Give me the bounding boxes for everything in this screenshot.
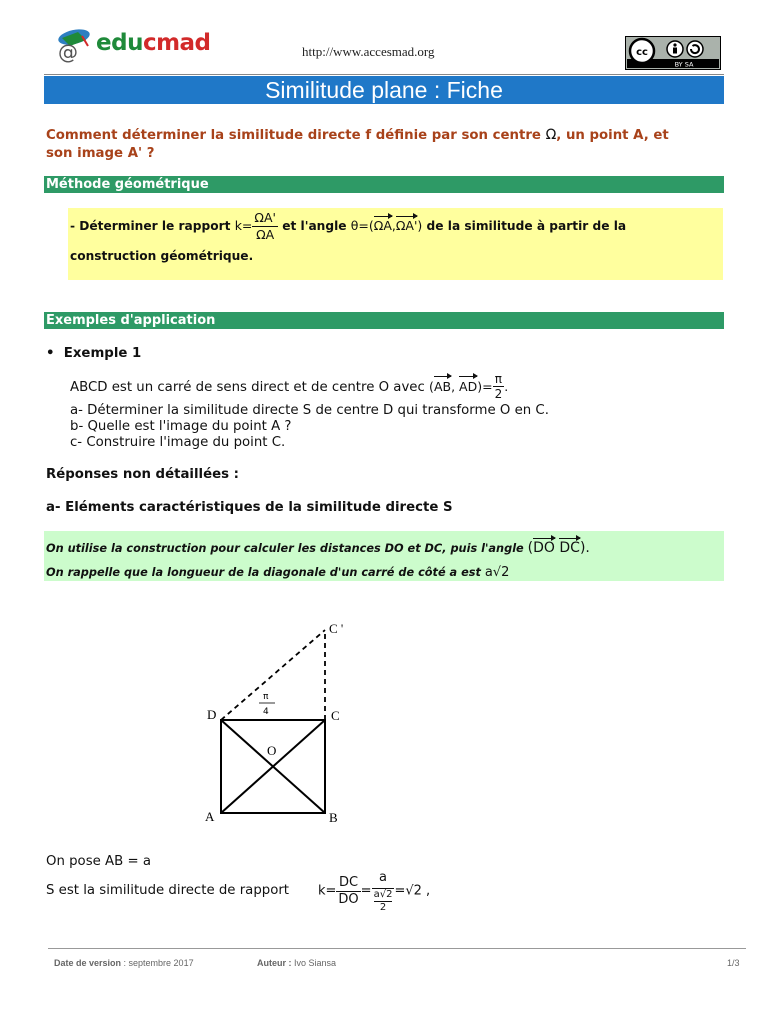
frac-dc: DC [336, 875, 360, 892]
site-url-link[interactable]: http://www.accesmad.org [302, 44, 435, 59]
note-line2 [46, 565, 509, 580]
frac-inner [372, 889, 395, 914]
cc-text: cc [636, 47, 648, 58]
vector-ab: AB [433, 379, 452, 394]
author-value: Ivo Siansa [291, 958, 337, 968]
method-suffix: de la similitude à partir de la [426, 219, 627, 233]
angle-label-four: 4 [263, 707, 269, 717]
page-title: Similitude plane : Fiche [44, 76, 724, 104]
vector-ad: AD [459, 379, 478, 394]
note-line1-text: On utilise la construction pour calculer les distances DO et DC, puis l'angle [46, 542, 524, 555]
ratio-formula [318, 868, 430, 914]
ratio-numerator: ΩA' [254, 210, 276, 225]
frac-two: 2 [379, 902, 387, 913]
brand-logo-text [96, 30, 211, 56]
version-label: Date de version [54, 958, 122, 968]
part-a-heading: a- Eléments caractéristiques de la similitude directe S [46, 500, 453, 515]
angle-close: )= [477, 379, 493, 394]
angle-ab-ad: (AB, AD)= $\frac{\pi}{2}$ . [429, 372, 509, 401]
statement-period: . [504, 379, 509, 394]
a-root-two: a√2 [484, 565, 510, 580]
label-c: C [331, 708, 340, 723]
label-o: O [267, 743, 277, 758]
author-label: Auteur : [257, 958, 292, 968]
frac-a-root2: a√2 [373, 889, 393, 900]
pi-numerator: π [493, 372, 505, 387]
note-angle-close: ). [579, 540, 590, 556]
formula-eq1: = [360, 883, 372, 899]
ratio-fraction [252, 210, 278, 243]
formula-eq2: =√2 , [394, 883, 431, 899]
page-number: 1/3 [727, 958, 740, 968]
fraction-dc-do [336, 875, 360, 908]
label-d: D [207, 707, 217, 722]
license-labels-text: BY SA [674, 60, 694, 69]
note-angle-open: ( [527, 540, 534, 556]
svg-text:@: @ [58, 40, 78, 64]
footer-version [54, 958, 194, 968]
example-title-row [46, 345, 141, 362]
and-angle-text: et l'angle [282, 219, 347, 233]
ratio-denominator: ΩA [256, 227, 275, 242]
label-a: A [205, 809, 215, 824]
theta-expression: θ=(ΩA,ΩA') [350, 218, 423, 233]
omega-symbol: Ω [545, 127, 557, 143]
angle-label-pi: π [263, 692, 269, 702]
label-cprime: C ' [329, 621, 344, 636]
angle-do-dc [528, 540, 590, 556]
vector-omega-aprime: ΩA' [395, 218, 418, 233]
question-line1a: Comment déterminer la similitude directe f définie par son centre [46, 128, 541, 143]
vector-omega-a: ΩA [373, 218, 392, 233]
method-line1 [70, 210, 626, 243]
example-statement [70, 373, 508, 402]
pi-over-2-fraction [493, 372, 505, 401]
fraction-a-over-a-root2-over-2 [372, 868, 395, 914]
logo-text-edu: edu [96, 30, 143, 56]
question-b: b- Quelle est l'image du point A ? [70, 419, 292, 434]
k-equals: k= [234, 218, 253, 233]
dashed-dcprime [221, 630, 325, 720]
pose-ab: On pose AB = a [46, 854, 151, 869]
formula-k-eq: k= [318, 883, 337, 899]
note-line2-text: On rappelle que la longueur de la diagonale d'un carré de côté a est [46, 566, 481, 579]
ratio-sentence: S est la similitude directe de rapport [46, 883, 290, 898]
question-c: c- Construire l'image du point C. [70, 435, 286, 450]
section-header-method: Méthode géométrique [44, 176, 724, 193]
label-b: B [329, 810, 338, 825]
frac-a: a [372, 868, 395, 889]
statement-text: ABCD est un carré de sens direct et de centre O avec [70, 380, 425, 395]
frac-do: DO [338, 891, 359, 907]
footer-divider [48, 948, 746, 949]
main-question [46, 126, 736, 163]
question-line2: son image A' ? [46, 146, 155, 161]
question-a: a- Déterminer la similitude directe S de centre D qui transforme O en C. [70, 403, 549, 418]
logo-text-mad: cmad [142, 30, 211, 56]
header-divider [44, 74, 724, 75]
answers-heading: Réponses non détaillées : [46, 467, 239, 482]
theta-close: ) [417, 218, 423, 233]
section-header-examples: Exemples d'application [44, 312, 724, 329]
method-prefix: - Déterminer le rapport [70, 219, 231, 233]
theta-open: θ=( [350, 218, 374, 233]
example-title: Exemple 1 [63, 346, 142, 361]
question-line1b: , un point A, et [556, 128, 669, 143]
angle-open: ( [429, 379, 434, 394]
cc-by-sa-license-icon [625, 36, 721, 70]
note-line1 [46, 540, 590, 556]
bullet-icon: • [46, 346, 55, 361]
vector-do: DO [533, 540, 555, 556]
method-line2: construction géométrique. [70, 249, 254, 263]
two-denominator: 2 [494, 387, 503, 401]
square-figure [195, 615, 365, 830]
vector-dc: DC [559, 540, 580, 556]
version-value: : septembre 2017 [121, 958, 194, 968]
footer-author [257, 958, 336, 968]
